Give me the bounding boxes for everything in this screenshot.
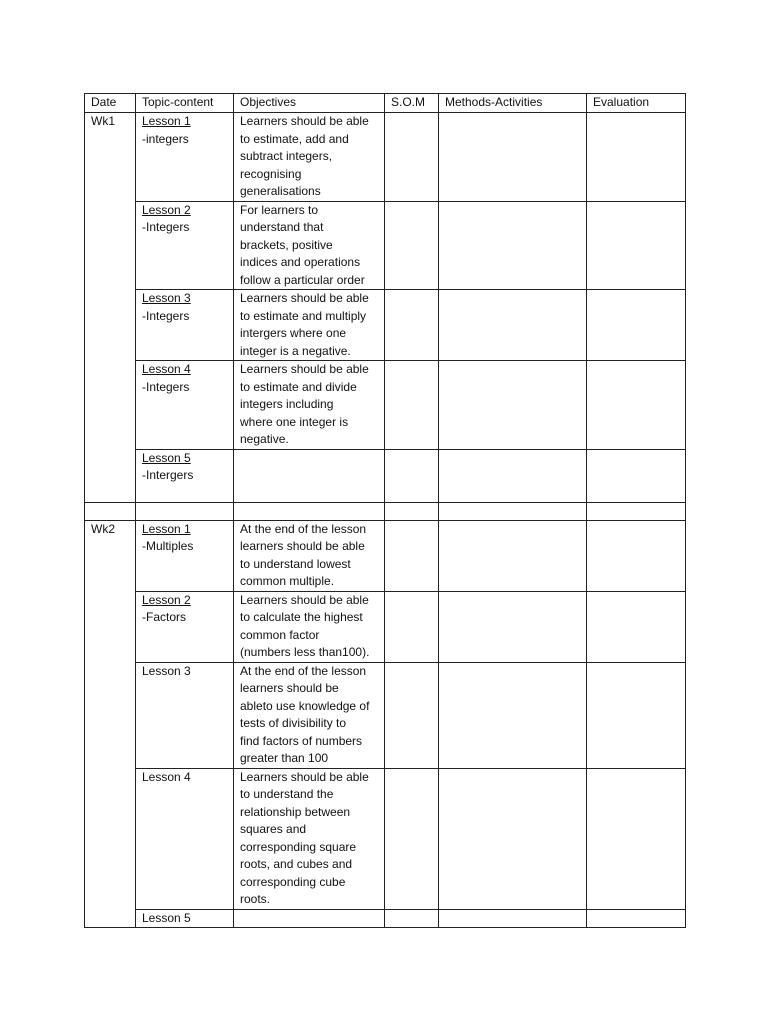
evaluation-cell	[587, 662, 686, 768]
spacer-row	[85, 502, 686, 520]
objective-line: ableto use knowledge of	[240, 698, 370, 713]
table-row	[85, 449, 686, 502]
methods-activities-cell	[439, 113, 587, 202]
methods-activities-cell	[439, 449, 587, 502]
methods-activities-cell	[439, 201, 587, 290]
topic-cell	[136, 201, 234, 290]
topic-cell	[136, 520, 234, 591]
objective-line: find factors of numbers	[240, 733, 363, 748]
objectives-cell	[234, 449, 385, 502]
objective-line: squares and	[240, 822, 307, 836]
scheme-of-work-table	[84, 93, 686, 928]
table-row	[85, 662, 686, 768]
objective-line: where one integer is	[240, 414, 349, 429]
objective-line: to understand lowest	[240, 556, 351, 571]
topic-label: -integers	[142, 131, 189, 146]
som-cell	[385, 113, 439, 202]
lesson-label: Lesson 4	[142, 769, 191, 784]
topic-label: -Intergers	[142, 468, 194, 482]
objective-line: indices and operations	[240, 255, 361, 269]
objective-line: to estimate and multiply	[240, 308, 367, 323]
som-cell	[385, 201, 439, 290]
lesson-label: Lesson 5	[142, 910, 191, 925]
lesson-label: Lesson 1	[142, 114, 191, 128]
objective-line: greater than 100	[240, 751, 329, 765]
topic-cell	[136, 909, 234, 928]
objective-line: recognising	[240, 166, 302, 181]
topic-cell	[136, 591, 234, 662]
evaluation-cell	[587, 290, 686, 361]
topic-label: -Multiples	[142, 539, 194, 553]
methods-activities-cell	[439, 909, 587, 928]
topic-cell	[136, 113, 234, 202]
lesson-label: Lesson 5	[142, 450, 191, 465]
evaluation-cell	[587, 113, 686, 202]
topic-label: -Integers	[142, 379, 190, 394]
header-topic-content: Topic-content	[136, 94, 234, 113]
table-row	[85, 113, 686, 202]
som-cell	[385, 662, 439, 768]
objective-line: integer is a negative.	[240, 343, 351, 358]
objective-line: follow a particular order	[240, 272, 365, 287]
table-row	[85, 361, 686, 450]
lesson-label: Lesson 4	[142, 362, 191, 376]
objective-line: tests of divisibility to	[240, 716, 347, 730]
lesson-label: Lesson 3	[142, 663, 191, 678]
evaluation-cell	[587, 520, 686, 591]
objective-line: corresponding cube	[240, 874, 346, 889]
objectives-cell	[234, 909, 385, 928]
objective-line: common multiple.	[240, 574, 335, 588]
spacer-cell	[136, 502, 234, 520]
methods-activities-cell	[439, 520, 587, 591]
topic-cell	[136, 768, 234, 909]
header-som: S.O.M	[385, 94, 439, 113]
table-row	[85, 520, 686, 591]
header-evaluation: Evaluation	[587, 94, 686, 113]
week-date-cell: Wk2	[85, 520, 136, 928]
objective-line: negative.	[240, 432, 289, 446]
evaluation-cell	[587, 361, 686, 450]
lesson-label: Lesson 3	[142, 291, 191, 305]
som-cell	[385, 520, 439, 591]
som-cell	[385, 909, 439, 928]
objective-line: Learners should be able	[240, 291, 369, 305]
table-row	[85, 201, 686, 290]
objectives-cell	[234, 201, 385, 290]
objective-line: (numbers less than100).	[240, 645, 370, 659]
objective-line: to understand the	[240, 787, 334, 801]
objective-line: roots, and cubes and	[240, 857, 353, 871]
methods-activities-cell	[439, 768, 587, 909]
methods-activities-cell	[439, 591, 587, 662]
som-cell	[385, 361, 439, 450]
methods-activities-cell	[439, 662, 587, 768]
objective-line: roots.	[240, 892, 271, 906]
objective-line: learners should be	[240, 681, 339, 695]
spacer-cell	[85, 502, 136, 520]
objective-line: understand that	[240, 220, 324, 234]
spacer-cell	[234, 502, 385, 520]
topic-cell	[136, 290, 234, 361]
table-row	[85, 290, 686, 361]
objective-line: subtract integers,	[240, 149, 333, 163]
objective-line: common factor	[240, 627, 320, 642]
objectives-cell	[234, 520, 385, 591]
objective-line: generalisations	[240, 184, 321, 198]
methods-activities-cell	[439, 290, 587, 361]
topic-label: -Integers	[142, 308, 190, 323]
som-cell	[385, 290, 439, 361]
table-row	[85, 591, 686, 662]
som-cell	[385, 591, 439, 662]
objective-line: Learners should be able	[240, 769, 369, 784]
objective-line: For learners to	[240, 202, 319, 217]
topic-cell	[136, 449, 234, 502]
objective-line: At the end of the lesson	[240, 521, 367, 536]
methods-activities-cell	[439, 361, 587, 450]
header-methods-activities: Methods-Activities	[439, 94, 587, 113]
objective-line: At the end of the lesson	[240, 663, 367, 678]
topic-cell	[136, 662, 234, 768]
header-row	[85, 94, 686, 113]
objective-line: brackets, positive	[240, 237, 333, 252]
objective-line: corresponding square	[240, 839, 357, 854]
objectives-cell	[234, 768, 385, 909]
objective-line: relationship between	[240, 804, 351, 819]
objective-line: to calculate the highest	[240, 610, 363, 624]
header-objectives: Objectives	[234, 94, 385, 113]
table-body	[85, 113, 686, 928]
objective-line: Learners should be able	[240, 592, 369, 607]
evaluation-cell	[587, 201, 686, 290]
header-date: Date	[85, 94, 136, 113]
table-row	[85, 768, 686, 909]
objectives-cell	[234, 113, 385, 202]
objective-line: intergers where one	[240, 326, 347, 340]
objectives-cell	[234, 361, 385, 450]
lesson-label: Lesson 1	[142, 521, 191, 536]
objective-line: to estimate, add and	[240, 131, 349, 146]
objective-line: Learners should be able	[240, 114, 369, 128]
topic-label: -Integers	[142, 220, 190, 234]
objectives-cell	[234, 591, 385, 662]
topic-cell	[136, 361, 234, 450]
objective-line: learners should be able	[240, 539, 365, 553]
topic-label: -Factors	[142, 610, 187, 624]
lesson-label: Lesson 2	[142, 202, 191, 217]
objective-line: integers including	[240, 397, 334, 411]
spacer-cell	[439, 502, 587, 520]
objectives-cell	[234, 662, 385, 768]
objectives-cell	[234, 290, 385, 361]
spacer-cell	[385, 502, 439, 520]
objective-line: Learners should be able	[240, 362, 369, 376]
evaluation-cell	[587, 591, 686, 662]
evaluation-cell	[587, 768, 686, 909]
evaluation-cell	[587, 449, 686, 502]
spacer-cell	[587, 502, 686, 520]
objective-line: to estimate and divide	[240, 379, 357, 394]
som-cell	[385, 449, 439, 502]
som-cell	[385, 768, 439, 909]
table-row	[85, 909, 686, 928]
evaluation-cell	[587, 909, 686, 928]
lesson-label: Lesson 2	[142, 592, 191, 607]
week-date-cell: Wk1	[85, 113, 136, 503]
